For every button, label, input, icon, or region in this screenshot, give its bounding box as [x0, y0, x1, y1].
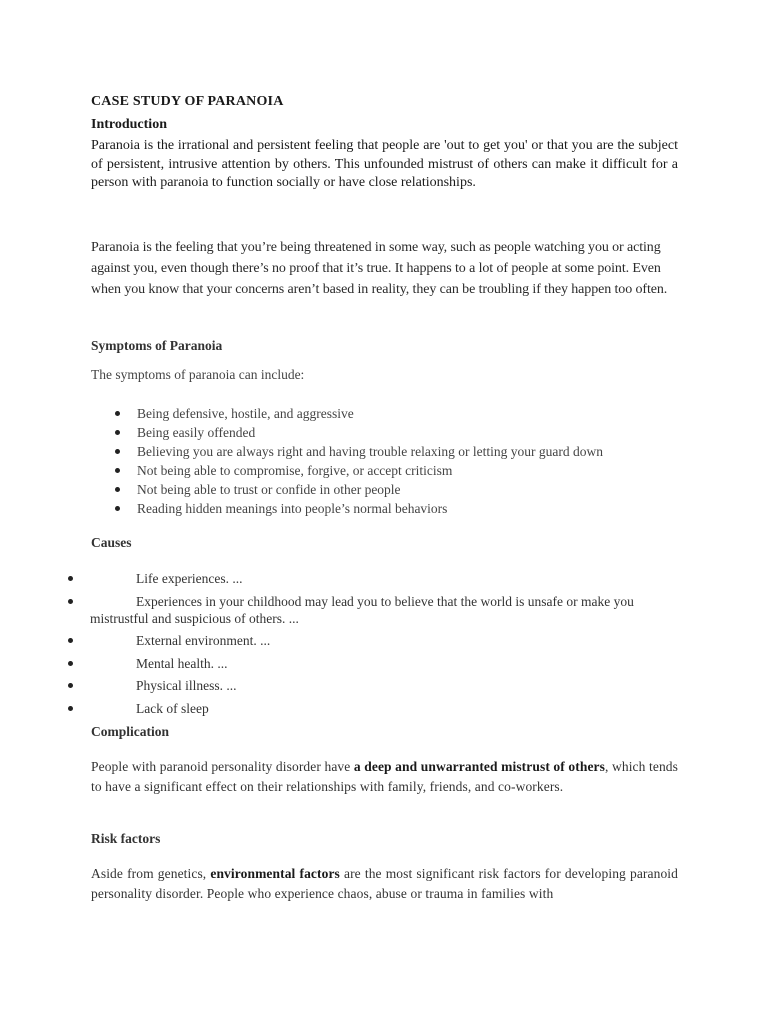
list-item: Being easily offended [113, 423, 603, 442]
introduction-heading: Introduction [91, 117, 167, 132]
complication-heading: Complication [91, 724, 170, 739]
introduction-paragraph: Paranoia is the irrational and persistent feeling that people are 'out to get you' or that you are the subject of persistent, intrusive attention by others. This unfounded mistrust of others can make it difficult for a person with paranoia to function socially or have close relationships. [91, 138, 678, 190]
risk-text-after: are the most significant risk factors for developing paranoid personality disorder. People who experience chaos, abuse or trauma in families with [91, 866, 679, 901]
causes-list [66, 570, 680, 722]
list-item: Being defensive, hostile, and aggressive [113, 404, 603, 423]
list-item: Mental health. ... [66, 655, 680, 672]
list-item: Not being able to trust or confide in other people [113, 480, 603, 499]
risk-emphasis: environmental factors [210, 866, 340, 881]
document-title: CASE STUDY OF PARANOIA [91, 94, 284, 109]
list-item: Life experiences. ... [66, 570, 680, 587]
list-item: Reading hidden meanings into people’s normal behaviors [113, 499, 603, 518]
risk-factors-heading: Risk factors [91, 831, 161, 846]
paranoia-definition-paragraph: Paranoia is the feeling that you’re being threatened in some way, such as people watching you or acting against you, even though there’s no proof that it’s true. It happens to a lot of people at some point. Even when you know that your concerns aren’t based in reality, they can be troubling if they happen too often. [91, 240, 668, 297]
list-item: External environment. ... [66, 632, 680, 649]
list-item: Not being able to compromise, forgive, or accept criticism [113, 461, 603, 480]
list-item: Lack of sleep [66, 700, 680, 717]
complication-text-before: People with paranoid personality disorder have [91, 759, 354, 774]
symptoms-intro: The symptoms of paranoia can include: [91, 367, 305, 382]
list-item: Physical illness. ... [66, 677, 680, 694]
list-item: Believing you are always right and having trouble relaxing or letting your guard down [113, 442, 603, 461]
complication-text-after: , which tends to have a significant effect on their relationships with family, friends, and co-workers. [91, 759, 678, 794]
symptoms-list [113, 404, 603, 518]
complication-emphasis: a deep and unwarranted mistrust of others [353, 759, 605, 774]
symptoms-heading: Symptoms of Paranoia [91, 338, 223, 353]
complication-paragraph [91, 757, 678, 797]
risk-text-before: Aside from genetics, [91, 866, 211, 881]
risk-factors-paragraph [91, 864, 678, 904]
list-item: Experiences in your childhood may lead you to believe that the world is unsafe or make you mistrustful and suspicious of others. ... [66, 593, 680, 627]
causes-heading: Causes [91, 535, 132, 550]
